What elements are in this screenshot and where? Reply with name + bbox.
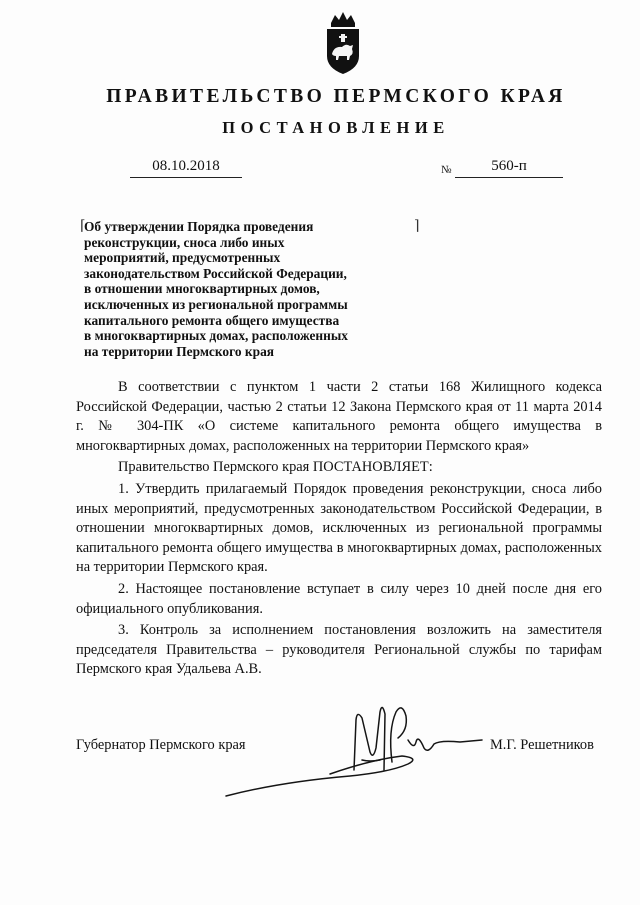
document-number: 560-п [455,158,563,178]
signer-name: М.Г. Решетников [490,737,594,753]
corner-mark-left: ⌈ [80,219,86,234]
subject-line: в отношении многоквартирных домов, [84,281,320,297]
signer-position: Губернатор Пермского края [76,737,246,753]
clause-3: 3. Контроль за исполнением постановления возложить на заместителя председателя Правительства – руководителя Региональной службы по тарифам Пермского края Удальева А.В. [76,622,602,678]
subject-line: капитального ремонта общего имущества [84,312,340,328]
subject-line: исключенных из региональной программы [84,296,348,312]
resolution-statement: Правительство Пермского края ПОСТАНОВЛЯЕТ: [118,459,433,476]
document-subject [84,219,414,359]
clause-2: 2. Настоящее постановление вступает в силу через 10 дней после дня его официального опубликования. [76,580,602,617]
subject-line: Об утверждении Порядка проведения [84,219,314,234]
corner-mark-right: ⌉ [414,219,420,234]
subject-line: реконструкции, сноса либо иных [84,234,285,250]
preamble-paragraph: В соответствии с пунктом 1 части 2 статьи 168 Жилищного кодекса Российской Федерации, частью 2 статьи 12 Закона Пермского края от 11 марта 2014 г. № 304-ПК «О системе капитального ремонта общего имущества в многоквартирных домах, расположенных на территории Пермского края» [76,379,602,454]
government-title: ПРАВИТЕЛЬСТВО ПЕРМСКОГО КРАЯ [106,86,566,107]
perm-krai-coat-of-arms-icon [322,10,364,76]
subject-line: мероприятий, предусмотренных [84,250,281,266]
subject-line: на территории Пермского края [84,343,275,359]
subject-line: законодательством Российской Федерации, [84,265,347,281]
document-date: 08.10.2018 [130,158,242,178]
document-type: ПОСТАНОВЛЕНИЕ [222,118,450,137]
handwritten-signature-icon [220,690,500,810]
subject-line: в многоквартирных домах, расположенных [84,328,348,344]
clause-1: 1. Утвердить прилагаемый Порядок проведения реконструкции, сноса либо иных мероприятий, предусмотренных законодательством Российской Федерации, в отношении многоквартирных домов, исключенных из региональной программы капитального ремонта общего имущества в многоквартирных домах, расположенных на территории Пермского края. [76,480,602,576]
number-sign: № [441,164,452,176]
document-body [76,378,602,680]
